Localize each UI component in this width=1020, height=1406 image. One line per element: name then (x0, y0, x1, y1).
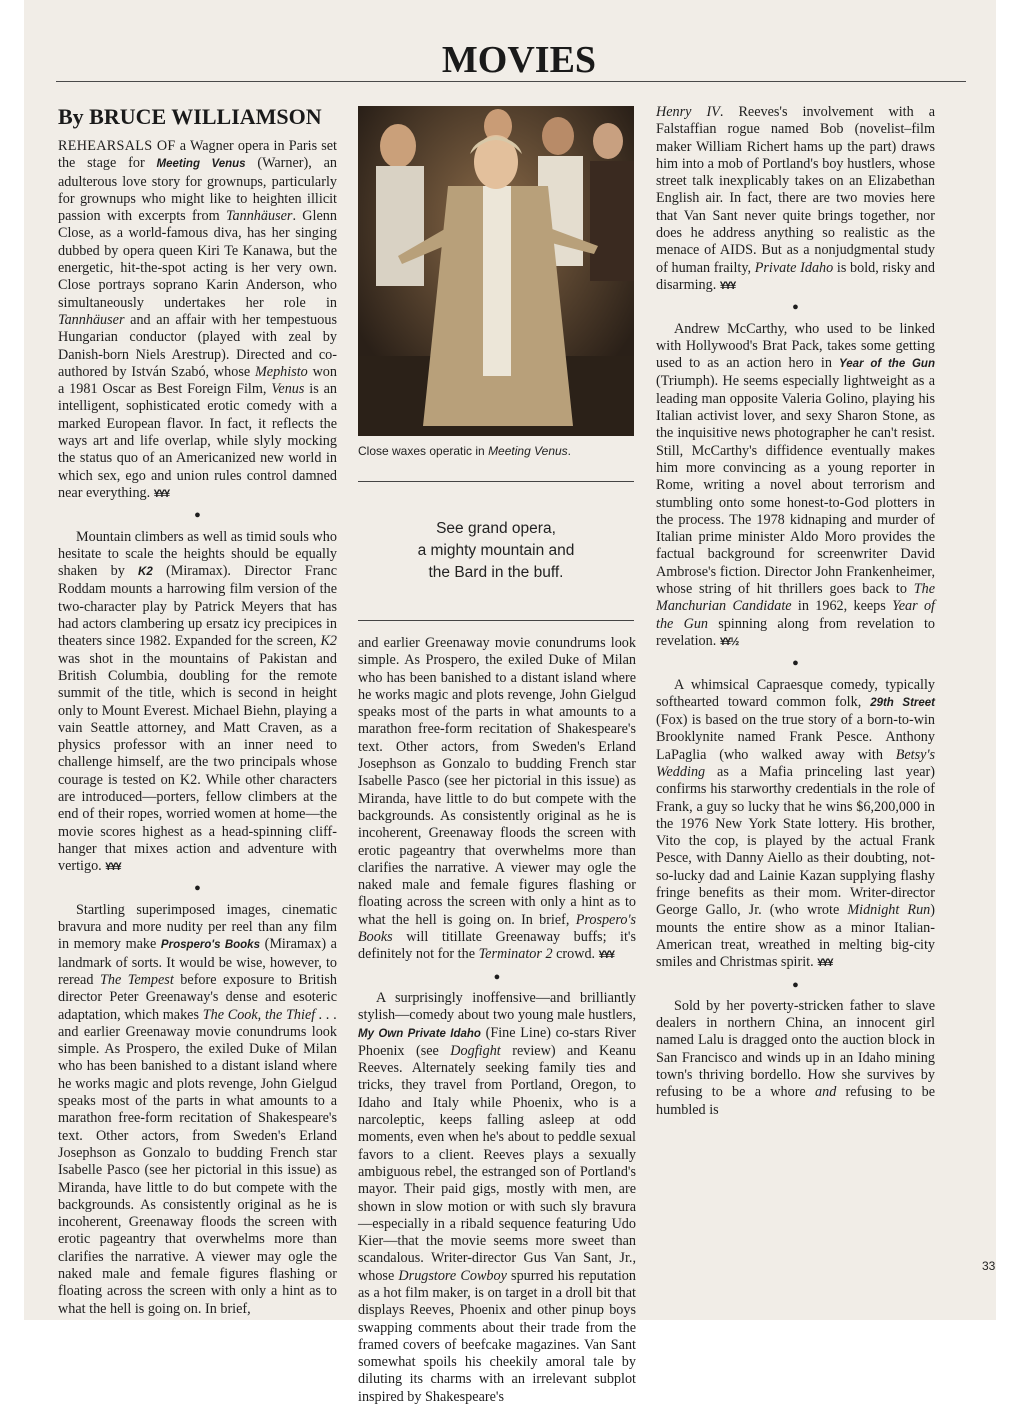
review-my-own-private-idaho-cont: Henry IV. Reeves's involvement with a Falstaffian rogue named Bob (novelist–film maker William Richert hams up the part) draws him into a mob of Portland's boy hustlers, whose street talk inexplicably takes on an Elizabethan English air. In fact, there are two movies here that Van Sant never quite brings together, nor does he address anything so realistic as the menace of AIDS. But as a nonjudgmental study of human frailty, Private Idaho is bold, risky and disarming. ¥¥¥ (656, 104, 935, 293)
review-meeting-venus: REHEARSALS OF a Wagner opera in Paris set the stage for Meeting Venus (Warner), an adulterous love story for grownups, particularly for grownups who might like to heighten illicit passion with excerpts from Tannhäuser. Glenn Close, as a world-famous diva, has her singing dubbed by opera queen Kiri Te Kanawa, but the energetic, hit-the-spot acting is her very own. Close portrays soprano Karin Anderson, who simultaneously undertakes her role in Tannhäuser and an affair with her tempestuous Hungarian conductor (played with zeal by Danish-born Niels Arestrup). Directed and co-authored by István Szabó, whose Mephisto won a 1981 Oscar as Best Foreign Film, Venus is an intelligent, sophisticated erotic comedy with a marked European flavor. In fact, it reflects the ways art and life overlap, while slyly mocking the status quo of an Americanized new world in which sex, ego and union rules control damned near everything. ¥¥¥ (58, 138, 338, 501)
lead-in: REHEARSALS OF (58, 138, 176, 154)
photo-caption: Close waxes operatic in Meeting Venus. (358, 444, 572, 458)
film-title: Meeting Venus (156, 158, 246, 171)
rating-icon: ¥¥¥ (719, 279, 736, 292)
column-3 (656, 104, 935, 1119)
bullet-separator: ● (493, 970, 501, 983)
pull-quote: See grand opera, a mighty mountain and the Bard in the buff. (417, 520, 575, 581)
rating-icon: ¥¥¥ (153, 487, 170, 500)
film-title: K2 (138, 566, 153, 579)
film-title: Year of the Gun (839, 358, 935, 371)
review-prosperos-books-cont: and earlier Greenaway movie conundrums look simple. As Prospero, the exiled Duke of Milan who has been banished to a distant island where he works magic and plots revenge, John Gielgud speaks most of the parts in what amounts to a marathon free-form recitation of Shakespeare's text. Other actors, from Sweden's Erland Josephson as Gonzalo to budding French star Isabelle Pasco (see her pictorial in this issue) as Miranda, have little to do but compete with the backgrounds. As consistently original as he is incoherent, Greenaway floods the screen with erotic pageantry that overwhelms more than clarifies the narrative. A viewer may ogle the naked male and female figures flashing or floating across the screen with only a hint as to what the hell is going on. In brief, Prospero's Books will titillate Greenaway buffs; it's definitely not for the Terminator 2 crowd. ¥¥¥ (358, 635, 636, 963)
review-lalu: Sold by her poverty-stricken father to slave dealers in northern China, an innocent girl named Lalu is dragged onto the auction block in San Francisco and winds up in an Idaho mining town's thriving bordello. How she survives by refusing to be a whore and refusing to be humbled is (656, 997, 935, 1118)
film-still-image (358, 106, 634, 436)
review-29th-street: A whimsical Capraesque comedy, typically softhearted toward common folk, 29th Street (Fox) is based on the true story of a born-to-win Brooklynite named Frank Pesce. Anthony LaPaglia (who walked away with Betsy's Wedding as a Mafia princeling last year) confirms his starworthy credentials in the role of Frank, a guy so lucky that he wins $6,200,000 in the 1976 New York State lottery. His brother, Vito the cop, is played by the actual Frank Pesce, with Danny Aiello as their doubting, not-so-lucky dad and Lainie Kazan supplying flashy fringe benefits as their mom. Writer-director George Gallo, Jr. (who wrote Midnight Run) mounts the entire show as a minor Italian-American treat, wreathed in melting big-city smiles and Christmas spirit. ¥¥¥ (656, 676, 936, 971)
bullet-separator: ● (194, 882, 201, 895)
rating-icon: ¥¥¥ (817, 957, 833, 970)
bullet-separator: ● (792, 978, 799, 991)
review-prosperos-books: Startling superimposed images, cinematic bravura and more nudity per reel than any film in memory make Prospero's Books (Miramax) a landmark of sorts. It would be wise, however, to reread The Tempest before exposure to British director Peter Greenaway's dense and esoteric adaptation, which makes The Cook, the Thief . . . and earlier Greenaway movie conundrums look simple. As Prospero, the exiled Duke of Milan who has been banished to a distant island where he works magic and plots revenge, John Gielgud speaks most of the parts in what amounts to a marathon free-form recitation of Shakespeare's text. Other actors, from Sweden's Erland Josephson as Gonzalo to budding French star Isabelle Pasco (see her pictorial in this issue) as Miranda, have little to do but compete with the backgrounds. As consistently original as he is incoherent, Greenaway floods the screen with erotic pageantry that overwhelms more than clarifies the narrative. A viewer may ogle the naked male and female figures flashing or floating across the screen with only a hint as to what the hell is going on. In brief, (58, 901, 337, 1317)
header-rule (56, 81, 966, 82)
film-title: 29th Street (870, 696, 936, 709)
film-title: Prospero's Books (160, 939, 260, 952)
film-title: My Own Private Idaho (358, 1027, 481, 1040)
review-my-own-private-idaho: A surprisingly inoffensive—and brilliantly stylish—comedy about two young male hustlers, My Own Private Idaho (Fine Line) co-stars River Phoenix (see Dogfight review) and Keanu Reeves. Alternately seeking family ties and tricks, they travel from Portland, Oregon, to Idaho and Italy while Phoenix, who is a narcoleptic, keeps falling asleep at odd moments, even when he's about to peddle sexual favors to a client. Reeves plays a sexually ambiguous rebel, the estranged son of Portland's mayor. Their paid gigs, mostly with men, are shown in slow motion or with such sly bravura—especially in a ribald sequence featuring Udo Kier—that the movie seems more sweet than scandalous. Writer-director Gus Van Sant, Jr., whose Drugstore Cowboy spurred his reputation as a hot film maker, is on target in a droll bit that displays Reeves, Phoenix and other pinup boys swapping comments about their trade from the framed covers of beefcake magazines. Van Sant somewhat spoils his cheekily amoral tale by diluting its charms with an irrelevant subplot inspired by Shakespeare's (358, 989, 637, 1405)
page-number: 33 (982, 1259, 996, 1273)
review-year-of-the-gun: Andrew McCarthy, who used to be linked with Hollywood's Brat Pack, takes some getting used to as an action hero in Year of the Gun (Triumph). He seems especially lightweight as a leading man opposite Valeria Golino, playing his Italian activist lover, and sexy Sharon Stone, as the inquisitive news photographer he can't resist. Still, McCarthy's diffidence eventually makes him more convincing as a young reporter in Rome, writing a novel about terrorism and stumbling onto some honest-to-God plotters in the process. The 1978 kidnaping and murder of Italian prime minister Aldo Moro provides the factual background for screenwriter David Ambrose's fiction. Director John Frankenheimer, whose string of hit thrillers goes back to The Manchurian Candidate in 1962, keeps Year of the Gun spinning along from revelation to revelation. ¥¥½ (656, 320, 935, 649)
column-2 (358, 635, 637, 1405)
rating-icon: ¥¥¥ (105, 861, 121, 874)
rating-icon: ¥¥½ (719, 635, 739, 648)
section-title: MOVIES (441, 39, 597, 81)
bullet-separator: ● (792, 301, 799, 314)
magazine-page (24, 0, 996, 1405)
film-still-photo (358, 106, 634, 436)
pull-quote-top-rule (358, 481, 634, 482)
bullet-separator: ● (194, 509, 201, 522)
review-k2: Mountain climbers as well as timid souls who hesitate to scale the heights should be equally shaken by K2 (Miramax). Director Franc Roddam mounts a harrowing film version of the two-character play by Patrick Meyers that has had actors clambering up ersatz icy precipices in theaters since 1982. Expanded for the screen, K2 was shot in the mountains of Pakistan and British Columbia, doubling for the remote summit of the title, which is second in height only to Mount Everest. Michael Biehn, playing a vain Seattle attorney, and Matt Craven, as a physics professor with an inner need to challenge himself, are the two principals whose courage is tested on K2. While other characters are introduced—porters, fellow climbers at the end of their ropes, worried women at home—the movie scores highest as a head-spinning cliff-hanger that mixes action and adventure with vertigo. ¥¥¥ (58, 528, 337, 875)
bullet-separator: ● (792, 657, 799, 670)
rating-icon: ¥¥¥ (598, 949, 615, 962)
column-1 (58, 104, 338, 1317)
byline: By BRUCE WILLIAMSON (58, 104, 322, 129)
pull-quote-bottom-rule (358, 620, 634, 621)
